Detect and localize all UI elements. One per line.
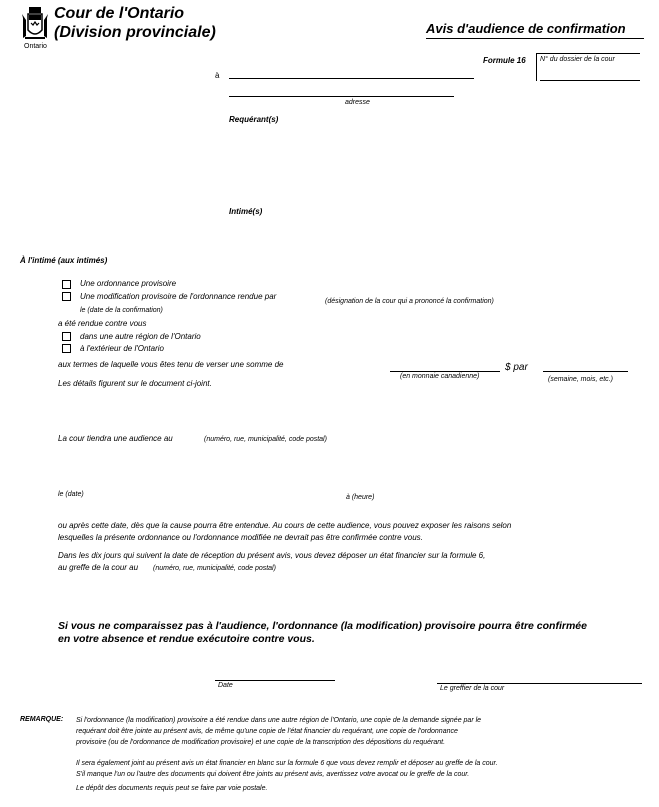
addressee-prefix: à (215, 71, 220, 80)
hearing-location-text: La cour tiendra une audience au (58, 434, 173, 443)
outside-ontario-checkbox[interactable] (62, 344, 71, 353)
payment-terms-text: aux termes de laquelle vous êtes tenu de verser une somme de (58, 360, 284, 369)
form-number: Formule 16 (483, 56, 526, 65)
period-hint: (semaine, mois, etc.) (548, 376, 613, 383)
court-file-label: N° du dossier de la cour (540, 56, 615, 63)
clerk-signature-field[interactable] (437, 683, 642, 684)
court-division: (Division provinciale) (54, 24, 216, 41)
provisional-order-label: Une ordonnance provisoire (80, 279, 177, 288)
amount-field[interactable] (390, 371, 500, 372)
note-label: REMARQUE: (20, 716, 64, 723)
court-name: Cour de l'Ontario (54, 5, 185, 22)
to-respondent-heading: À l'intimé (aux intimés) (20, 256, 108, 265)
warning-line-1: Si vous ne comparaissez pas à l'audience, l'ordonnance (la modification) provisoire pourra être confirmée (58, 620, 587, 632)
note-line-3: provisoire (ou de l'ordonnance de modification provisoire) et une copie de la transcription des dépositions du requérant. (76, 739, 446, 746)
addressee-address-field[interactable] (229, 96, 454, 97)
deadline-text-1: Dans les dix jours qui suivent la date de réception du présent avis, vous devez déposer un état financier sur la formule 6, (58, 551, 486, 560)
dollar-per-text: $ par (505, 362, 528, 373)
note-line-1: Si l'ordonnance (la modification) provisoire a été rendue dans une autre région de l'Ontario, une copie de la demande signée par le (76, 717, 482, 724)
time-label: à (heure) (346, 494, 375, 501)
signature-date-field[interactable] (215, 680, 335, 681)
warning-line-2: en votre absence et rendue exécutoire contre vous. (58, 633, 315, 645)
ontario-crest-icon (20, 6, 50, 44)
address-label: adresse (345, 99, 370, 106)
other-region-label: dans une autre région de l'Ontario (80, 332, 201, 341)
note-line-6: Le dépôt des documents requis peut se faire par voie postale. (76, 785, 268, 792)
currency-hint: (en monnaie canadienne) (400, 373, 480, 380)
provisional-change-checkbox[interactable] (62, 292, 71, 301)
note-line-4: Il sera également joint au présent avis un état financier en blanc sur la formule 6 que vous devez remplir et déposer au greffe de la cour. (76, 760, 498, 767)
period-field[interactable] (543, 371, 628, 372)
provisional-change-label: Une modification provisoire de l'ordonnance rendue par (80, 292, 277, 301)
rendered-against-text: a été rendue contre vous (58, 319, 147, 328)
location-hint: (numéro, rue, municipalité, code postal) (204, 436, 327, 443)
note-line-5: S'il manque l'un ou l'autre des documents qui doivent être joints au présent avis, avertissez votre avocat ou le greffe de la cour. (76, 771, 470, 778)
form-title: Avis d'audience de confirmation (426, 21, 626, 36)
respondent-label: Intimé(s) (229, 207, 263, 216)
signature-date-label: Date (218, 682, 233, 689)
confirmation-date-hint: le (date de la confirmation) (80, 307, 163, 314)
addressee-name-field[interactable] (229, 78, 474, 79)
note-line-2: requérant doit être jointe au présent avis, de même qu'une copie de l'état financier du requérant, une copie de l'ordonnance (76, 728, 458, 735)
court-file-number-field[interactable] (540, 80, 640, 81)
deadline-text-2: au greffe de la cour au (58, 563, 139, 572)
hearing-text-2: lesquelles la présente ordonnance ou l'ordonnance modifiée ne devrait pas être confirmée contre vous. (58, 533, 423, 542)
provisional-order-checkbox[interactable] (62, 280, 71, 289)
clerk-label: Le greffier de la cour (440, 685, 505, 692)
hearing-text-1: ou après cette date, dès que la cause pourra être entendue. Au cours de cette audience, vous pouvez exposer les raisons selon (58, 521, 512, 530)
details-attached-text: Les détails figurent sur le document ci-joint. (58, 379, 212, 388)
applicant-label: Requérant(s) (229, 115, 279, 124)
outside-ontario-label: à l'extérieur de l'Ontario (80, 344, 164, 353)
date-label: le (date) (58, 491, 84, 498)
court-designation-hint: (désignation de la cour qui a prononcé la confirmation) (325, 298, 494, 305)
registry-hint: (numéro, rue, municipalité, code postal) (153, 565, 276, 572)
other-region-checkbox[interactable] (62, 332, 71, 341)
province-label: Ontario (24, 43, 47, 50)
